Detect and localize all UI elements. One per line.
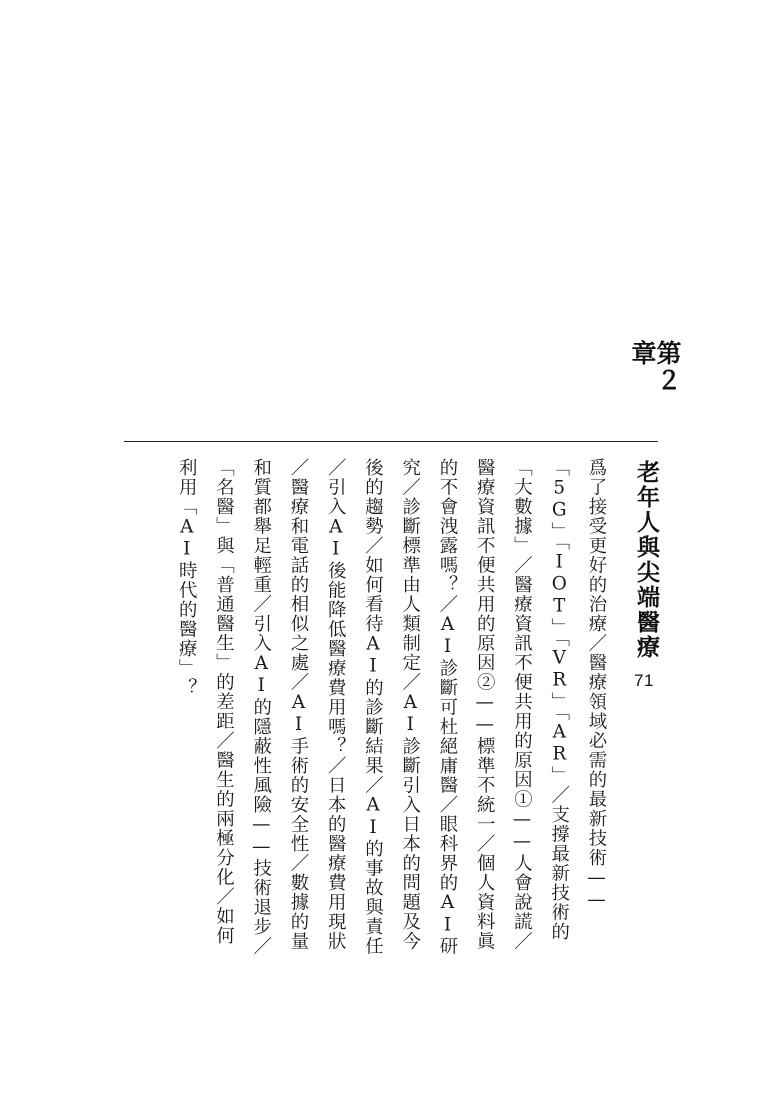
- toc-line: 爲了接受更好的治療／醫療領域必需的最新技術——: [586, 458, 607, 912]
- toc-line: 的不會洩露嗎？／AI診斷可杜絕庸醫／眼科界的AI研: [437, 458, 458, 956]
- section-title: 老年人與尖端醫療: [633, 460, 659, 660]
- toc-summary: [170, 458, 615, 958]
- page-number: 71: [634, 671, 654, 690]
- chapter-label: 第２章: [628, 340, 682, 394]
- toc-line: 醫療資訊不便共用的原因②——標準不統一／個人資料眞: [474, 458, 496, 951]
- toc-line: 「大數據」／醫療資訊不便共用的原因①——人會說謊／: [511, 458, 533, 951]
- toc-line: ／醫療和電話的相似之處／AI手術的安全性／數據的量: [288, 458, 309, 951]
- toc-line: 利用「AI時代的醫療」？: [176, 458, 198, 698]
- toc-line: 後的趨勢／如何看待AI的診斷結果／AI的事故與責任: [362, 458, 384, 956]
- toc-line: 和質都舉足輕重／引入AI的隱蔽性風險——技術退步／: [250, 458, 272, 956]
- divider-rule: [124, 441, 658, 442]
- toc-line: 「5G」「IOT」「VR」「AR」／支撐最新技術的: [548, 458, 570, 942]
- toc-line: 究／診斷標準由人類制定／AI診斷引入日本的問題及今: [399, 458, 421, 951]
- toc-line: 「名醫」與「普通醫生」的差距／醫生的兩極分化／如何: [213, 458, 235, 946]
- toc-line: ／引入AI後能降低醫療費用嗎？／日本的醫療費用現狀: [325, 458, 347, 951]
